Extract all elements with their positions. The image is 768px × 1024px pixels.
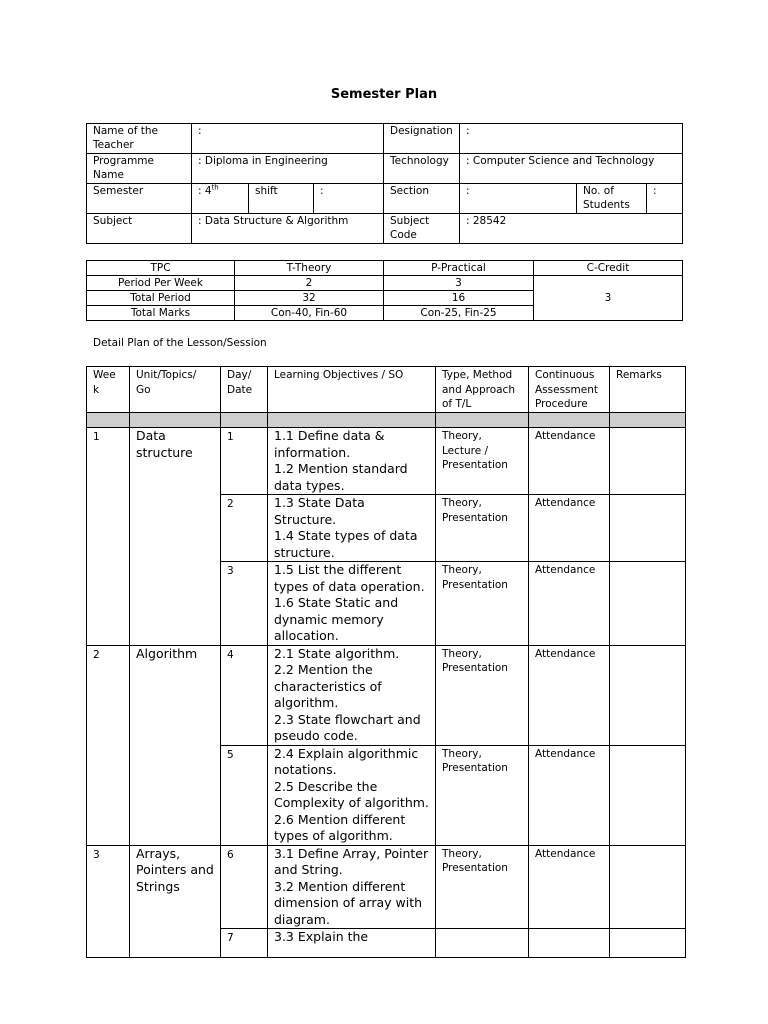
practical-header: P-Practical [384,261,534,276]
tpc-theory-cell: 2 [235,276,384,291]
subject-code-value: : 28542 [460,214,683,244]
info-table [86,123,683,244]
objective-item: 2.2 Mention the characteristics of algorithm. [274,662,382,710]
day-number: 2 [221,495,268,562]
table-row [87,428,686,495]
day-number: 5 [221,745,268,845]
shaded-separator-row [87,413,686,428]
unit-topic: Arrays, Pointers and Strings [130,845,221,958]
week-header: Wee k [87,367,130,413]
unit-topic: Algorithm [130,645,221,845]
assessment-header: Continuous Assessment Procedure [529,367,610,413]
subject-label: Subject [87,214,192,244]
learning-objectives [268,929,436,958]
table-row [87,645,686,745]
remarks-header: Remarks [610,367,686,413]
objective-item: 2.5 Describe the Complexity of algorithm. [274,778,429,810]
unit-topic: Data structure [130,428,221,646]
programme-label: Programme Name [87,154,192,184]
tpc-row-label: Period Per Week [87,276,235,291]
remarks-cell [610,645,686,745]
semester-suffix: th [211,183,219,192]
tpc-theory-cell: Con-40, Fin-60 [235,306,384,321]
day-number: 6 [221,845,268,929]
remarks-cell [610,845,686,929]
teacher-value: : [192,124,384,154]
week-number: 2 [87,645,130,845]
table-row [87,845,686,929]
objective-item: 2.3 State flowchart and pseudo code. [274,711,421,743]
learning-objectives [268,562,436,646]
objective-item: 1.5 List the different types of data operation. [274,562,425,594]
objective-item: 1.6 State Static and dynamic memory allocation. [274,595,399,643]
section-value: : [460,184,577,214]
learning-objectives [268,428,436,495]
learning-objectives [268,745,436,845]
assessment-procedure: Attendance [529,562,610,646]
semester-number: : 4 [198,185,212,197]
shift-value: : [314,184,384,214]
remarks-cell [610,745,686,845]
remarks-cell [610,495,686,562]
detail-caption: Detail Plan of the Lesson/Session [93,337,267,349]
assessment-procedure: Attendance [529,495,610,562]
assessment-procedure: Attendance [529,745,610,845]
remarks-cell [610,562,686,646]
subject-code-label: Subject Code [384,214,460,244]
shift-label: shift [249,184,314,214]
objective-item: 1.1 Define data & information. [274,428,385,460]
tpc-table [86,260,683,321]
assessment-procedure: Attendance [529,428,610,495]
assessment-procedure: Attendance [529,645,610,745]
day-number: 4 [221,645,268,745]
theory-header: T-Theory [235,261,384,276]
day-header: Day/ Date [221,367,268,413]
unit-header: Unit/Topics/ Go [130,367,221,413]
teaching-method: Theory, Presentation [436,495,529,562]
designation-value: : [460,124,683,154]
day-number: 7 [221,929,268,958]
credit-value: 3 [534,276,683,321]
learning-objectives [268,645,436,745]
credit-header: C-Credit [534,261,683,276]
semester-label: Semester [87,184,192,214]
tpc-row-label: Total Period [87,291,235,306]
technology-value: : Computer Science and Technology [460,154,683,184]
tpc-practical-cell: 16 [384,291,534,306]
learning-objectives [268,495,436,562]
week-number: 3 [87,845,130,958]
teaching-method: Theory, Presentation [436,845,529,929]
assessment-procedure: Attendance [529,845,610,929]
objective-item: 2.6 Mention different types of algorithm. [274,811,406,843]
designation-label: Designation [384,124,460,154]
semester-value [192,184,249,214]
remarks-cell [610,428,686,495]
teaching-method: Theory, Presentation [436,562,529,646]
objective-item: 3.3 Explain the [274,929,369,944]
tpc-header: TPC [87,261,235,276]
lesson-plan-table [86,366,686,958]
objective-item: 2.4 Explain algorithmic notations. [274,745,419,777]
students-label: No. of Students [577,184,647,214]
week-number: 1 [87,428,130,646]
type-header: Type, Method and Approach of T/L [436,367,529,413]
students-value: : [647,184,683,214]
remarks-cell [610,929,686,958]
objective-item: 3.2 Mention different dimension of array with diagram. [274,878,423,927]
assessment-procedure [529,929,610,958]
objective-item: 1.3 State Data Structure. [274,495,365,527]
subject-value: : Data Structure & Algorithm [192,214,384,244]
objective-item: 1.2 Mention standard data types. [274,461,408,493]
tpc-theory-cell: 32 [235,291,384,306]
teaching-method: Theory, Presentation [436,745,529,845]
teacher-label: Name of the Teacher [87,124,192,154]
teaching-method: Theory, Lecture / Presentation [436,428,529,495]
objective-item: 3.1 Define Array, Pointer and String. [274,845,429,877]
page-title: Semester Plan [330,87,438,102]
objective-item: 1.4 State types of data structure. [274,528,418,560]
section-label: Section [384,184,460,214]
tpc-practical-cell: 3 [384,276,534,291]
programme-value: : Diploma in Engineering [192,154,384,184]
tpc-practical-cell: Con-25, Fin-25 [384,306,534,321]
objectives-header: Learning Objectives / SO [268,367,436,413]
teaching-method [436,929,529,958]
day-number: 3 [221,562,268,646]
tpc-row-label: Total Marks [87,306,235,321]
objective-item: 2.1 State algorithm. [274,645,400,661]
teaching-method: Theory, Presentation [436,645,529,745]
day-number: 1 [221,428,268,495]
learning-objectives [268,845,436,929]
technology-label: Technology [384,154,460,184]
